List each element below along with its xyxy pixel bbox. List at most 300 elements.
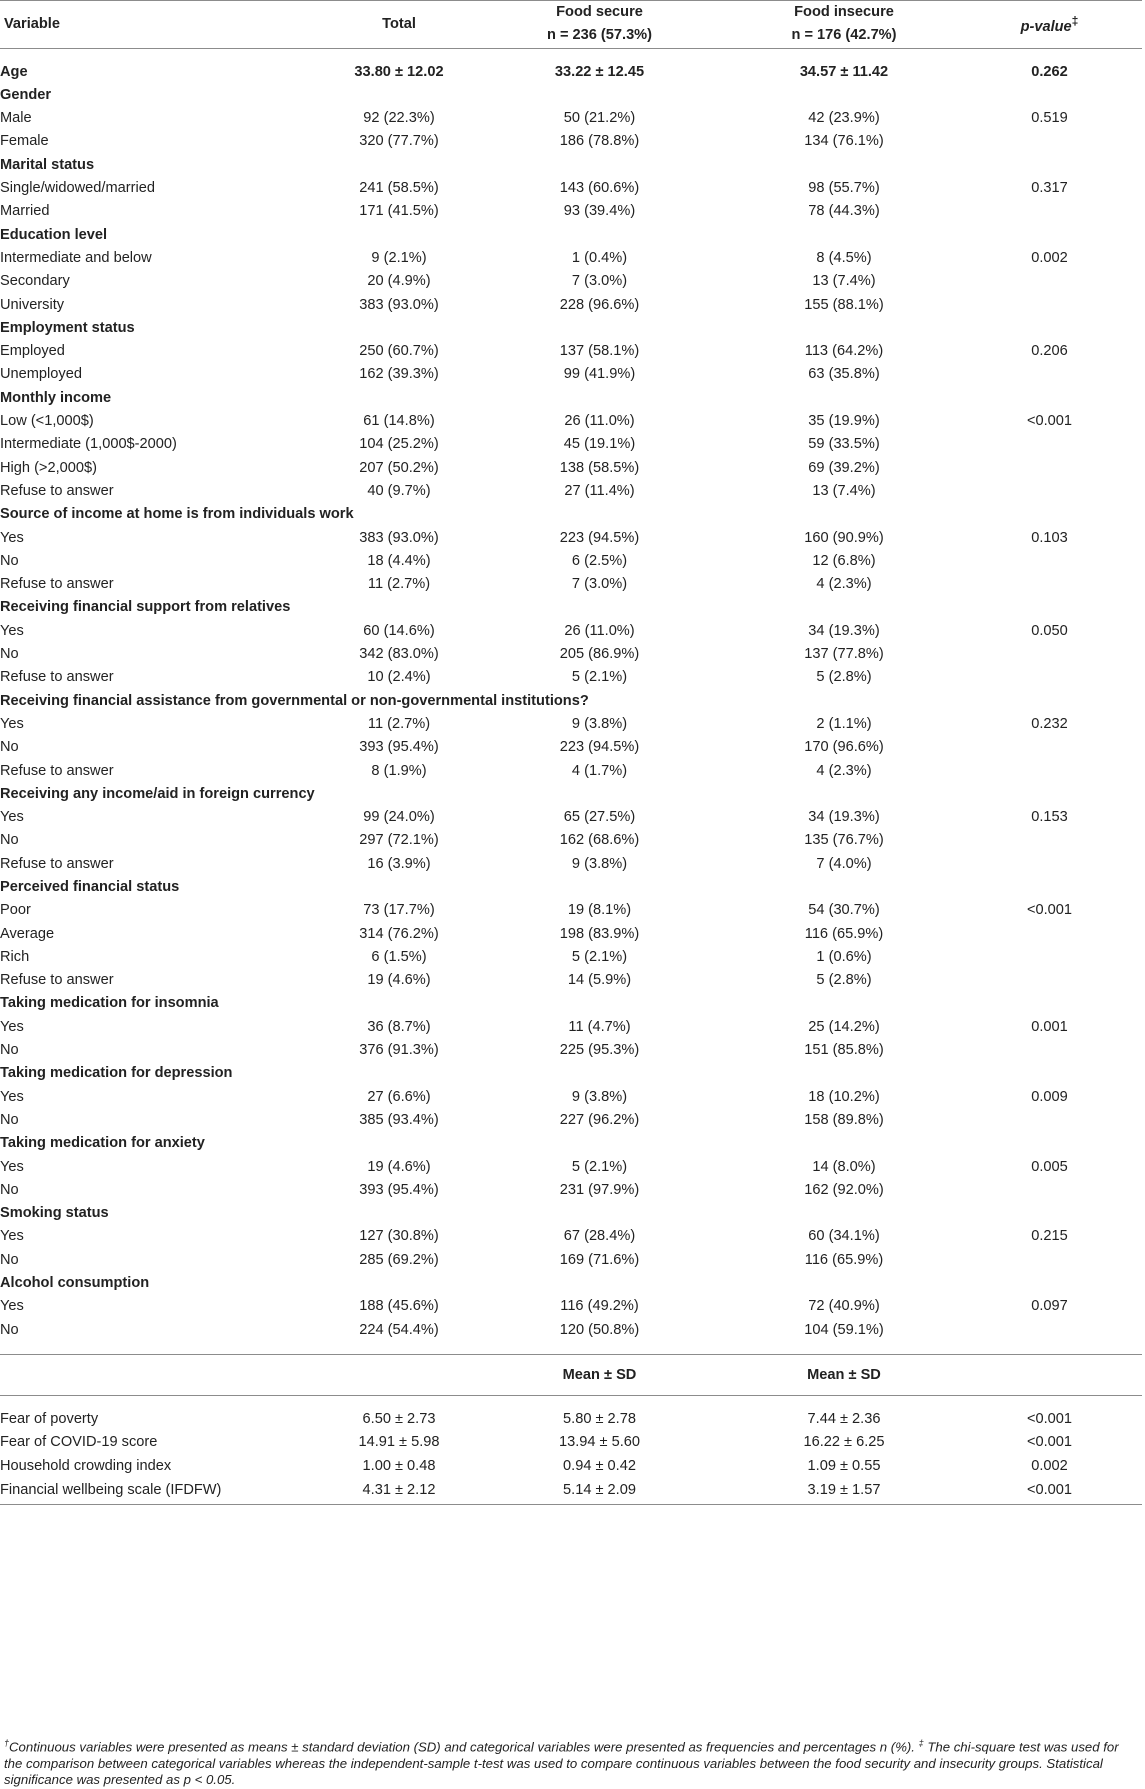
cell-p-value (957, 1109, 1142, 1132)
cell-p-value (957, 270, 1142, 293)
header-total: Total (330, 1, 468, 49)
cell-total: 20 (4.9%) (367, 273, 431, 290)
table-row (0, 550, 1142, 573)
cell-food-secure: 7 (3.0%) (571, 273, 628, 290)
cell-food-insecure: 12 (6.8%) (812, 552, 876, 569)
cell-p-value (957, 550, 1142, 573)
cell-total: 320 (77.7%) (359, 133, 439, 150)
cell-p-value: 0.005 (1031, 1158, 1068, 1175)
cell-p-value: <0.001 (1026, 413, 1073, 430)
cell-p-value: <0.001 (1026, 902, 1073, 919)
cell-food-insecure: 158 (89.8%) (804, 1111, 884, 1128)
cell-food-insecure: 14 (8.0%) (812, 1158, 876, 1175)
cell-food-insecure: 134 (76.1%) (804, 133, 884, 150)
row-label: No (0, 1251, 19, 1268)
spacer-cell (330, 1395, 468, 1408)
section-label: Taking medication for insomnia (0, 995, 219, 1012)
spacer-cell (0, 48, 330, 61)
cell-food-secure: 26 (11.0%) (564, 413, 635, 430)
table-body (0, 48, 1142, 1504)
cell-food-secure: 27 (11.4%) (564, 482, 635, 499)
cell-food-insecure: 13 (7.4%) (812, 273, 876, 290)
row-label: Refuse to answer (0, 855, 114, 872)
cell-total: 224 (54.4%) (359, 1321, 439, 1338)
table-row (0, 1109, 1142, 1132)
section-label: Alcohol consumption (0, 1275, 150, 1292)
continuous-row (0, 1408, 1142, 1431)
header-variable: Variable (0, 1, 330, 49)
row-label: Intermediate and below (0, 249, 152, 266)
cell-p-value: 0.009 (1031, 1088, 1068, 1105)
cell-total: 383 (93.0%) (359, 296, 439, 313)
section-row (0, 876, 1142, 899)
cell-p-value (957, 923, 1142, 946)
cell-total: 297 (72.1%) (359, 832, 439, 849)
table-row (0, 760, 1142, 783)
row-label: Refuse to answer (0, 482, 114, 499)
cell-p-value (957, 1319, 1142, 1342)
row-label: Intermediate (1,000$-2000) (0, 436, 177, 453)
header-food-insecure-label: Food insecure (794, 4, 894, 20)
cell-food-insecure: 25 (14.2%) (808, 1018, 880, 1035)
cell-total: 27 (6.6%) (367, 1088, 431, 1105)
table-row (0, 1295, 1142, 1318)
spacer-cell (330, 48, 468, 61)
row-label: Yes (0, 1018, 24, 1035)
section-label: Taking medication for anxiety (0, 1135, 205, 1152)
continuous-row (0, 1455, 1142, 1478)
table-row (0, 946, 1142, 969)
continuous-header-p-blank (957, 1354, 1142, 1395)
cell-food-insecure: 1.09 ± 0.55 (807, 1457, 881, 1474)
cell-food-secure: 1 (0.4%) (571, 249, 628, 266)
footnote-mark-dagger: † (4, 1738, 10, 1748)
cell-p-value (957, 760, 1142, 783)
cell-food-secure: 65 (27.5%) (563, 809, 636, 826)
cell-p-value: 0.103 (1031, 529, 1068, 546)
continuous-header-insecure: Mean ± SD (731, 1354, 957, 1395)
table-row (0, 457, 1142, 480)
cell-p-value (957, 294, 1142, 317)
row-label: Employed (0, 343, 65, 360)
cell-food-insecure: 34 (19.3%) (808, 809, 880, 826)
cell-food-insecure: 16.22 ± 6.25 (803, 1434, 885, 1451)
cell-total: 342 (83.0%) (359, 646, 439, 663)
section-label: Monthly income (0, 389, 112, 406)
cell-total: 33.80 ± 12.02 (354, 63, 444, 80)
header-food-insecure-n: n = 176 (42.7%) (791, 27, 897, 44)
section-row (0, 1202, 1142, 1225)
table-row (0, 1319, 1142, 1342)
table-row (0, 200, 1142, 223)
cell-p-value: 0.232 (1031, 715, 1068, 732)
cell-food-secure: 227 (96.2%) (559, 1111, 640, 1128)
cell-total: 99 (24.0%) (363, 809, 435, 826)
cell-p-value (957, 573, 1142, 596)
cell-p-value (957, 666, 1142, 689)
row-label: Refuse to answer (0, 576, 114, 593)
cell-food-secure: 225 (95.3%) (559, 1042, 640, 1059)
cell-total: 14.91 ± 5.98 (358, 1434, 440, 1451)
cell-p-value (957, 457, 1142, 480)
cell-food-insecure: 4 (2.3%) (816, 576, 872, 593)
cell-food-secure: 231 (97.9%) (559, 1181, 640, 1198)
cell-food-secure: 223 (94.5%) (559, 529, 640, 546)
cell-total: 16 (3.9%) (367, 855, 431, 872)
cell-p-value (957, 433, 1142, 456)
table-row (0, 247, 1142, 270)
cell-food-secure: 93 (39.4%) (563, 203, 636, 220)
cell-p-value (957, 1179, 1142, 1202)
row-label: No (0, 552, 19, 569)
table-footnote (4, 1735, 1139, 1789)
footnote-text-1: Continuous variables were presented as means ± standard deviation (SD) and categorical variables were presented as frequencies and percentages n (%). (9, 1739, 919, 1755)
cell-food-insecure: 35 (19.9%) (808, 413, 880, 430)
cell-p-value (957, 363, 1142, 386)
row-label: Single/widowed/married (0, 180, 155, 197)
cell-total: 18 (4.4%) (367, 552, 431, 569)
table-row (0, 899, 1142, 922)
cell-p-value: 0.215 (1031, 1228, 1068, 1245)
table-row (0, 363, 1142, 386)
row-label: Household crowding index (0, 1457, 172, 1474)
cell-p-value: <0.001 (1026, 1434, 1073, 1451)
table-row (0, 666, 1142, 689)
cell-total: 6.50 ± 2.73 (362, 1410, 436, 1427)
row-label: Refuse to answer (0, 972, 114, 989)
row-label: Married (0, 203, 50, 220)
table-row (0, 270, 1142, 293)
cell-p-value (957, 946, 1142, 969)
continuous-header-blank (0, 1354, 330, 1395)
cell-total: 104 (25.2%) (359, 436, 439, 453)
section-label: Source of income at home is from individuals work (0, 506, 354, 523)
cell-total: 1.00 ± 0.48 (362, 1457, 436, 1474)
cell-total: 11 (2.7%) (367, 715, 431, 732)
cell-food-secure: 169 (71.6%) (559, 1251, 640, 1268)
cell-food-insecure: 98 (55.7%) (808, 180, 880, 197)
row-label: Yes (0, 1228, 24, 1245)
cell-food-secure: 198 (83.9%) (559, 925, 640, 942)
row-label: Average (0, 925, 55, 942)
row-label: Low (<1,000$) (0, 413, 94, 430)
cell-food-secure: 5.14 ± 2.09 (468, 1478, 731, 1505)
cell-food-secure: 120 (50.8%) (559, 1321, 640, 1338)
cell-p-value: 0.002 (1031, 249, 1068, 266)
cell-food-insecure: 3.19 ± 1.57 (731, 1478, 957, 1505)
cell-food-secure: 67 (28.4%) (563, 1228, 636, 1245)
table-row (0, 1225, 1142, 1248)
cell-p-value: 0.097 (1031, 1298, 1068, 1315)
table-row (0, 294, 1142, 317)
section-label: Gender (0, 86, 52, 103)
section-row (0, 596, 1142, 619)
table-row (0, 177, 1142, 200)
continuous-row (0, 1478, 1142, 1505)
cell-food-insecure: 42 (23.9%) (808, 110, 880, 127)
section-label: Perceived financial status (0, 878, 180, 895)
spacer-cell (957, 48, 1142, 61)
cell-p-value (957, 1039, 1142, 1062)
cell-p-value: 0.002 (1031, 1457, 1068, 1474)
cell-food-insecure: 34 (19.3%) (808, 622, 880, 639)
row-label: Yes (0, 1088, 24, 1105)
row-label: University (0, 296, 65, 313)
cell-food-insecure: 5 (2.8%) (816, 972, 872, 989)
section-label: Receiving financial support from relatives (0, 599, 291, 616)
cell-total: 19 (4.6%) (367, 972, 431, 989)
cell-food-insecure: 162 (92.0%) (804, 1181, 884, 1198)
cell-total: 250 (60.7%) (359, 343, 439, 360)
cell-food-insecure: 137 (77.8%) (804, 646, 884, 663)
cell-food-secure: 223 (94.5%) (559, 739, 640, 756)
cell-food-secure: 228 (96.6%) (559, 296, 640, 313)
section-row (0, 1272, 1142, 1295)
cell-p-value: 0.317 (1031, 180, 1068, 197)
cell-food-secure: 26 (11.0%) (564, 622, 635, 639)
table-row (0, 1086, 1142, 1109)
section-label: Receiving any income/aid in foreign currency (0, 785, 315, 802)
cell-total: 383 (93.0%) (359, 529, 439, 546)
cell-food-insecure: 155 (88.1%) (804, 296, 884, 313)
continuous-row (0, 1431, 1142, 1454)
cell-food-insecure: 63 (35.8%) (808, 366, 880, 383)
section-row (0, 84, 1142, 107)
cell-total: 162 (39.3%) (359, 366, 439, 383)
cell-total: 73 (17.7%) (363, 902, 435, 919)
header-food-secure (468, 1, 731, 49)
cell-total: 36 (8.7%) (367, 1018, 431, 1035)
table-header-row (0, 1, 1142, 49)
spacer-row (0, 48, 1142, 61)
section-label: Smoking status (0, 1205, 109, 1222)
cell-p-value (957, 969, 1142, 992)
cell-food-insecure: 54 (30.7%) (808, 902, 880, 919)
spacer-cell (468, 48, 731, 61)
cell-food-insecure: 78 (44.3%) (808, 203, 880, 220)
table-row (0, 923, 1142, 946)
spacer-cell (330, 1342, 468, 1355)
table-row (0, 573, 1142, 596)
cell-p-value: 0.519 (1031, 110, 1068, 127)
spacer-cell (468, 1395, 731, 1408)
cell-food-insecure: 151 (85.8%) (804, 1042, 884, 1059)
cell-total: 92 (22.3%) (363, 110, 435, 127)
row-label: Male (0, 110, 32, 127)
spacer-cell (0, 1342, 330, 1355)
cell-food-secure: 4 (1.7%) (571, 762, 628, 779)
section-label: Marital status (0, 156, 95, 173)
header-p-value-label: p-value (1020, 18, 1072, 35)
row-label: No (0, 1111, 19, 1128)
header-p-value-mark: ‡ (1071, 13, 1079, 28)
row-label: No (0, 1321, 19, 1338)
section-row (0, 1062, 1142, 1085)
cell-total: 10 (2.4%) (367, 669, 431, 686)
cell-food-insecure: 135 (76.7%) (804, 832, 884, 849)
table-row (0, 713, 1142, 736)
cell-food-insecure: 1 (0.6%) (816, 948, 872, 965)
section-row (0, 783, 1142, 806)
table-row (0, 969, 1142, 992)
spacer-cell (957, 1342, 1142, 1355)
section-row (0, 992, 1142, 1015)
cell-total: 285 (69.2%) (359, 1251, 439, 1268)
spacer-cell (468, 1342, 731, 1355)
section-row (0, 387, 1142, 410)
cell-p-value (957, 200, 1142, 223)
table-row (0, 643, 1142, 666)
cell-food-insecure: 5 (2.8%) (816, 669, 872, 686)
cell-food-secure: 9 (3.8%) (571, 855, 628, 872)
row-label: Financial wellbeing scale (IFDFW) (0, 1478, 330, 1505)
cell-food-insecure: 8 (4.5%) (816, 249, 872, 266)
table-row (0, 829, 1142, 852)
table-row (0, 433, 1142, 456)
cell-p-value (957, 1249, 1142, 1272)
table-row (0, 480, 1142, 503)
cell-food-secure: 19 (8.1%) (567, 902, 632, 919)
row-label: Poor (0, 902, 31, 919)
section-row (0, 1132, 1142, 1155)
header-p-value (957, 1, 1142, 49)
cell-total: 393 (95.4%) (359, 739, 439, 756)
cell-food-secure: 13.94 ± 5.60 (558, 1434, 641, 1451)
table-row (0, 130, 1142, 153)
spacer-row (0, 1395, 1142, 1408)
cell-food-insecure: 18 (10.2%) (808, 1088, 880, 1105)
spacer-cell (731, 48, 957, 61)
cell-total: 207 (50.2%) (359, 459, 439, 476)
cell-food-insecure: 34.57 ± 11.42 (799, 63, 889, 80)
cell-food-secure: 11 (4.7%) (568, 1018, 631, 1035)
cell-food-secure: 5 (2.1%) (571, 669, 628, 686)
cell-food-insecure: 4 (2.3%) (816, 762, 872, 779)
table-row (0, 1249, 1142, 1272)
cell-p-value: 0.050 (1031, 622, 1068, 639)
cell-food-secure: 205 (86.9%) (559, 646, 640, 663)
header-food-insecure (731, 1, 957, 49)
table-row (0, 806, 1142, 829)
table-row (0, 1016, 1142, 1039)
cell-total: 385 (93.4%) (359, 1111, 439, 1128)
continuous-header-total-blank (330, 1354, 468, 1395)
cell-p-value: 0.001 (1031, 1018, 1068, 1035)
row-label: Unemployed (0, 366, 82, 383)
spacer-cell (731, 1342, 957, 1355)
cell-total: 8 (1.9%) (371, 762, 427, 779)
row-label: Age (0, 63, 28, 80)
cell-food-secure: 137 (58.1%) (559, 343, 640, 360)
cell-p-value: 0.262 (1031, 63, 1068, 80)
table-row (0, 410, 1142, 433)
table-row (0, 1156, 1142, 1179)
section-label: Employment status (0, 319, 135, 336)
cell-food-insecure: 160 (90.9%) (804, 529, 884, 546)
cell-food-secure: 162 (68.6%) (559, 832, 640, 849)
table-row (0, 107, 1142, 130)
cell-food-insecure: 69 (39.2%) (808, 459, 880, 476)
cell-food-insecure: 7.44 ± 2.36 (807, 1410, 881, 1427)
cell-food-secure: 14 (5.9%) (567, 972, 632, 989)
header-food-secure-n: n = 236 (57.3%) (546, 27, 653, 44)
row-label: Yes (0, 529, 24, 546)
row-label: Yes (0, 1158, 24, 1175)
row-label: Yes (0, 622, 24, 639)
cell-total: 11 (2.7%) (367, 576, 431, 593)
cell-total: 4.31 ± 2.12 (330, 1478, 468, 1505)
cell-p-value (957, 130, 1142, 153)
cell-total: 6 (1.5%) (371, 948, 427, 965)
footnote-text-2: The chi-square test was used for the comparison between categorical variables whereas the independent-sample t-test was used to compare continuous variables between the food security and insecurity groups. Statistical significance was presented as p < 0.05. (4, 1739, 1119, 1788)
table-row (0, 340, 1142, 363)
cell-p-value (957, 643, 1142, 666)
continuous-header-row (0, 1354, 1142, 1395)
cell-total: 61 (14.8%) (363, 413, 435, 430)
row-label: No (0, 646, 19, 663)
cell-total: 393 (95.4%) (359, 1181, 439, 1198)
cell-total: 127 (30.8%) (359, 1228, 439, 1245)
cell-food-insecure: 2 (1.1%) (816, 715, 872, 732)
table-row (0, 527, 1142, 550)
cell-food-secure: 143 (60.6%) (559, 180, 640, 197)
cell-food-insecure: 104 (59.1%) (804, 1321, 884, 1338)
cell-food-secure: 5 (2.1%) (571, 948, 628, 965)
cell-food-secure: 6 (2.5%) (571, 552, 628, 569)
section-label: Education level (0, 226, 108, 243)
row-label: Refuse to answer (0, 762, 114, 779)
table-row (0, 1039, 1142, 1062)
cell-food-secure: 186 (78.8%) (559, 133, 640, 150)
row-label: No (0, 739, 19, 756)
spacer-cell (731, 1395, 957, 1408)
cell-food-secure: 5 (2.1%) (571, 1158, 628, 1175)
row-label: Rich (0, 948, 30, 965)
section-row (0, 317, 1142, 340)
cell-total: 188 (45.6%) (359, 1298, 439, 1315)
cell-p-value: <0.001 (1026, 1410, 1073, 1427)
cell-food-secure: 45 (19.1%) (563, 436, 636, 453)
row-label: Secondary (0, 273, 70, 290)
section-row (0, 224, 1142, 247)
cell-p-value (957, 853, 1142, 876)
cell-food-insecure: 113 (64.2%) (804, 343, 884, 360)
table-row (0, 853, 1142, 876)
spacer-cell (957, 1395, 1142, 1408)
cell-p-value: 0.153 (1031, 809, 1068, 826)
continuous-header-secure: Mean ± SD (468, 1354, 731, 1395)
row-label: Yes (0, 715, 24, 732)
cell-total: 19 (4.6%) (367, 1158, 431, 1175)
row-label: High (>2,000$) (0, 459, 97, 476)
table-row (0, 620, 1142, 643)
section-row (0, 154, 1142, 177)
section-row (0, 503, 1142, 526)
row-label: No (0, 1042, 19, 1059)
cell-food-secure: 7 (3.0%) (571, 576, 628, 593)
cell-food-secure: 33.22 ± 12.45 (554, 63, 645, 80)
cell-food-insecure: 170 (96.6%) (804, 739, 884, 756)
cell-total: 314 (76.2%) (359, 925, 439, 942)
cell-food-insecure: 13 (7.4%) (812, 482, 876, 499)
table-row (0, 1179, 1142, 1202)
row-label: Yes (0, 1298, 24, 1315)
table-row (0, 61, 1142, 84)
cell-p-value: <0.001 (957, 1478, 1142, 1505)
cell-food-insecure: 116 (65.9%) (804, 1251, 884, 1268)
section-row (0, 690, 1142, 713)
row-label: No (0, 832, 19, 849)
